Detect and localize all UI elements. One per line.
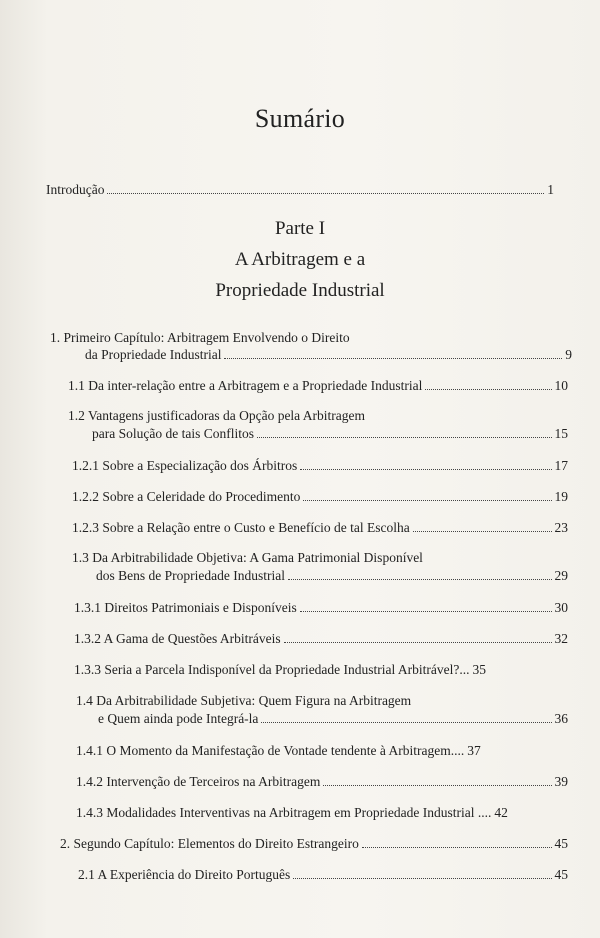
toc-label-line2: dos Bens de Propriedade Industrial xyxy=(96,568,285,583)
toc-page-number: 36 xyxy=(554,711,568,726)
toc-label: 1.3.2 A Gama de Questões Arbitráveis xyxy=(74,631,281,646)
leader-dots xyxy=(257,436,552,438)
leader-dots xyxy=(293,877,551,879)
toc-entry-1-1[interactable] xyxy=(68,377,568,394)
toc-entry-1-3-1[interactable] xyxy=(74,599,568,616)
part-title-line2: Propriedade Industrial xyxy=(215,280,385,301)
toc-page-number: 29 xyxy=(554,568,568,583)
toc-label: 2. Segundo Capítulo: Elementos do Direito Estrangeiro xyxy=(60,836,359,851)
toc-label: 1.4.1 O Momento da Manifestação de Vontade tendente à Arbitragem.... xyxy=(76,743,465,758)
toc-page-number: 32 xyxy=(554,631,568,646)
toc-label-line2: da Propriedade Industrial xyxy=(85,347,222,362)
toc-entry-1-2-3[interactable] xyxy=(72,519,568,536)
toc-label-line1: 1. Primeiro Capítulo: Arbitragem Envolvendo o Direito xyxy=(50,330,350,345)
toc-entry-1-3-2[interactable] xyxy=(74,630,568,647)
toc-line2 xyxy=(96,567,568,584)
toc-page-number: 45 xyxy=(554,836,568,851)
toc-entry-1-4-3[interactable] xyxy=(76,804,568,821)
toc-page-number: 9 xyxy=(565,347,572,362)
toc-label: 1.4.3 Modalidades Interventivas na Arbitragem em Propriedade Industrial .... xyxy=(76,805,492,820)
toc-label: 1.2.2 Sobre a Celeridade do Procedimento xyxy=(72,489,301,504)
toc-page-number: 35 xyxy=(472,662,487,677)
leader-dots xyxy=(300,610,552,612)
toc-page-number: 17 xyxy=(554,458,568,473)
toc-entry-1-4-1[interactable] xyxy=(76,742,568,759)
toc-page-number: 10 xyxy=(554,378,568,393)
toc-line2 xyxy=(92,425,568,442)
toc-label-line1: 1.4 Da Arbitrabilidade Subjetiva: Quem Figura na Arbitragem xyxy=(76,693,412,708)
page-title: Sumário xyxy=(254,104,346,133)
toc-label-line1: 1.2 Vantagens justificadoras da Opção pela Arbitragem xyxy=(68,408,366,423)
leader-dots xyxy=(300,468,551,470)
leader-dots xyxy=(224,357,562,359)
leader-dots xyxy=(425,388,551,390)
leader-dots xyxy=(323,784,551,786)
toc-page-number: 45 xyxy=(554,867,568,882)
toc-label-line1: 1.3 Da Arbitrabilidade Objetiva: A Gama Patrimonial Disponível xyxy=(72,550,423,565)
toc-label: 1.2.1 Sobre a Especialização dos Árbitros xyxy=(72,458,298,473)
leader-dots xyxy=(303,499,551,501)
toc-entry-2-1[interactable] xyxy=(78,866,568,883)
toc-entry-1-3-3[interactable] xyxy=(74,661,568,678)
toc-label-line2: e Quem ainda pode Integrá-la xyxy=(98,711,259,726)
toc-label-line2: para Solução de tais Conflitos xyxy=(92,426,254,441)
toc-line2 xyxy=(85,346,572,363)
toc-label: 1.1 Da inter-relação entre a Arbitragem e a Propriedade Industrial xyxy=(68,378,423,393)
leader-dots xyxy=(107,192,544,194)
toc-page-number: 15 xyxy=(554,426,568,441)
toc-page-number: 42 xyxy=(494,805,508,820)
toc-entry-1-2-1[interactable] xyxy=(72,457,568,474)
toc-label: 1.3.3 Seria a Parcela Indisponível da Propriedade Industrial Arbitrável?... xyxy=(74,662,470,677)
leader-dots xyxy=(261,721,551,723)
leader-dots xyxy=(288,578,552,580)
part-number: Parte I xyxy=(274,218,326,239)
toc-label: Introdução xyxy=(46,182,105,197)
part-title-line1: A Arbitragem e a xyxy=(234,249,366,270)
toc-page-number: 19 xyxy=(554,489,568,504)
toc-entry-1-2-2[interactable] xyxy=(72,488,568,505)
toc-label: 1.2.3 Sobre a Relação entre o Custo e Benefício de tal Escolha xyxy=(72,520,410,535)
toc-page-number: 30 xyxy=(554,600,568,615)
leader-dots xyxy=(362,846,552,848)
toc-page-number: 23 xyxy=(554,520,568,535)
toc-line2 xyxy=(98,710,568,727)
toc-page-number: 1 xyxy=(547,182,554,197)
leader-dots xyxy=(284,641,552,643)
leader-dots xyxy=(413,530,552,532)
toc-label: 1.3.1 Direitos Patrimoniais e Disponíveis xyxy=(74,600,297,615)
toc-label: 1.4.2 Intervenção de Terceiros na Arbitragem xyxy=(76,774,321,789)
toc-page-number: 37 xyxy=(467,743,481,758)
toc-label: 2.1 A Experiência do Direito Português xyxy=(78,867,291,882)
toc-entry-1-4-2[interactable] xyxy=(76,773,568,790)
toc-entry-2[interactable] xyxy=(60,835,568,852)
toc-entry-introducao[interactable] xyxy=(46,181,554,198)
toc-page-number: 39 xyxy=(554,774,568,789)
